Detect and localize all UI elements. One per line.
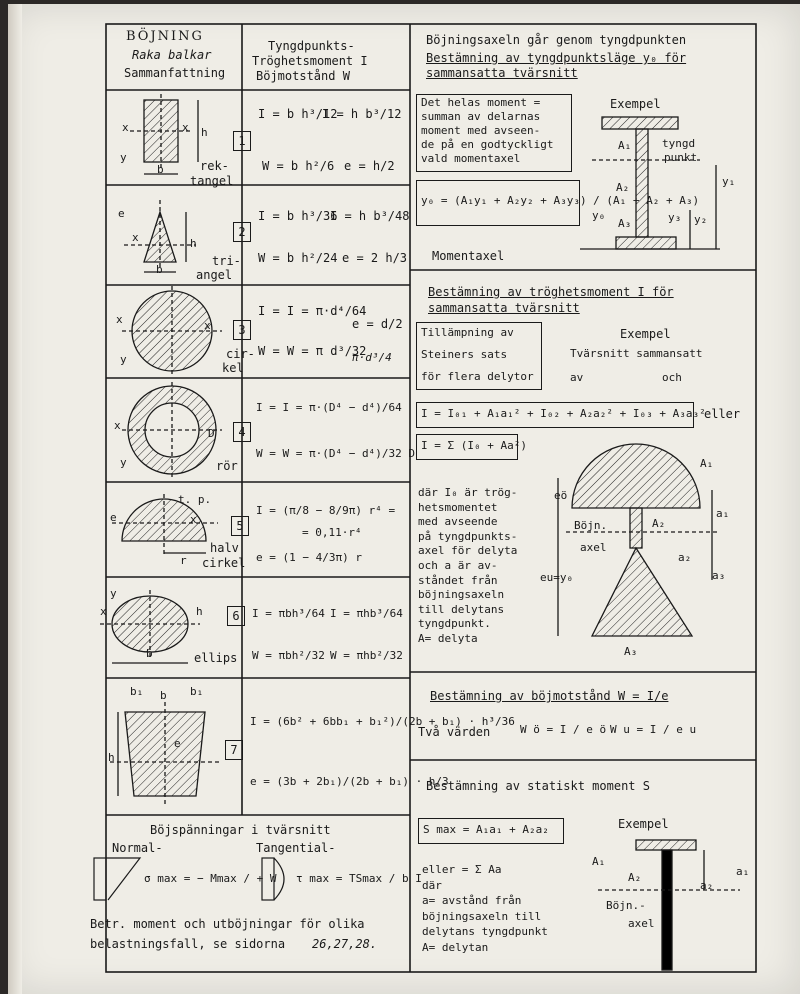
row7-number: 7 [225,740,243,760]
row4-label: rör [216,459,238,473]
row5-x-label: x [190,513,197,526]
header-sub1: Raka balkar [132,48,212,62]
row1-h-label: h [201,126,208,139]
s4-text-3: a= avstånd från [422,894,522,908]
row1-b-label: b [157,163,164,176]
s1-box-line-3: moment med avseen- [421,124,541,137]
row2-label-b: angel [196,268,233,282]
row1-formula-w: W = b h²/6 [262,159,335,173]
s2-text-3: med avseende [418,515,498,529]
row5-label-a: halv [210,541,239,555]
s4-bojn: Böjn.- [606,899,646,912]
s2-bojn: Böjn. [574,519,608,532]
row2-label-a: tri- [212,254,241,268]
row6-x-label: x [100,605,107,618]
s4-a2-dist: a₂ [700,879,714,892]
s3-tva-varden: Två värden [418,725,491,739]
s1-example-label: Exempel [610,97,661,111]
s2-av: av [570,371,584,384]
s2-text-7: ståndet från [418,573,498,587]
row3-y-label: y [120,353,127,366]
row7-h-label: h [108,751,115,764]
s4-example-label: Exempel [618,817,669,831]
s1-box-line-4: de på en godtyckligt [421,138,554,151]
stress-note-1: Betr. moment och utböjningar för olika [90,917,365,931]
row1-y-label: y [120,151,127,164]
row1-formula-iy: I = h b³/12 [322,107,402,121]
s4-a2-label: A₂ [628,871,642,884]
s2-a1-dist: a₁ [716,507,730,520]
s2-box-line-1: Tillämpning av [421,326,514,339]
s1-yo-label: y₀ [592,209,606,222]
s1-box-line-5: vald momentaxel [421,152,521,165]
row7-e-label: e [174,737,181,750]
s1-y1-label: y₁ [722,175,736,188]
s1-a2-label: A₂ [616,181,630,194]
s4-a1-label: A₁ [592,855,606,868]
row7-b1-left: b₁ [130,685,144,698]
stress-tau-formula: τ max = TSmax / b I [296,872,422,885]
s2-eo-label: eö [554,489,568,502]
s2-formula2-box [416,434,527,460]
s2-text-9: till delytans [418,602,505,616]
row6-h-label: h [196,605,203,618]
row6-b-label: b [146,647,153,660]
stress-pages: 26,27,28. [312,937,378,951]
col2-header-l1: Tyngdpunkts- [268,39,355,53]
s2-title-2: sammansatta tvärsnitt [428,301,580,315]
row5-formula-e: e = (1 − 4/3π) r [256,551,362,564]
row1-label-a: rek- [200,159,229,173]
row4-formula-i: I = I = π·(D⁴ − d⁴)/64 [256,401,402,414]
s3-title: Bestämning av böjmotstånd W = I/e [430,689,669,703]
row1-x-label: x [122,121,129,134]
row6-label: ellips [194,651,238,665]
row2-formula-ix: I = b h³/36 [258,209,338,223]
row3-note: π·d³/4 [352,351,392,364]
s2-title-1: Bestämning av tröghetsmoment I för [428,285,674,299]
s4-a1-dist: a₁ [736,865,750,878]
s2-a2-label: A₂ [652,517,666,530]
col2-header-l2: Tröghetsmoment I [252,54,368,68]
s2-text-2: hetsmomentet [418,500,498,514]
row1-x2-label: x [182,121,189,134]
s2-formula1-box [416,402,706,428]
row4-number: 4 [233,422,251,442]
row3-label-a: cir- [226,347,255,361]
stress-note-2: belastningsfall, se sidorna [90,937,286,951]
s4-title: Bestämning av statiskt moment S [426,779,650,793]
row4-formula-w: W = W = π·(D⁴ − d⁴)/32 D [256,447,415,460]
row6-formula-wy: W = πhb²/32 [330,649,403,662]
row1-formula-ix: I = b h³/12 [258,107,338,121]
s2-a3-dist: a₃ [712,569,726,582]
row6-number: 6 [227,606,245,626]
row2-x-label: x [132,231,139,244]
s1-intro: Böjningsaxeln går genom tyngdpunkten [426,33,687,47]
row2-h-label: h [190,237,197,250]
header-sub2: Sammanfattning [124,66,226,80]
s1-title-2: sammansatta tvärsnitt [426,66,578,80]
row3-number: 3 [233,320,251,340]
s2-explanation [418,486,517,647]
s1-box [416,94,572,172]
s1-momentaxel: Momentaxel [432,249,505,263]
s1-y3-label: y₃ [668,211,682,224]
stress-tangential: Tangential- [256,841,336,855]
s2-a1-label: A₁ [700,457,714,470]
row4-y-label: y [120,456,127,469]
row2-formula-w: W = b h²/24 [258,251,338,265]
s2-text-4: på tyngdpunkts- [418,529,518,543]
row3-label-b: kel [222,361,244,375]
s2-formula1: I = I₀₁ + A₁a₁² + I₀₂ + A₂a₂² + I₀₃ + A₃a₃² [421,407,706,420]
row2-formula-e: e = 2 h/3 [342,251,408,265]
row3-x-label: x [116,313,123,326]
row1-formula-e: e = h/2 [344,159,395,173]
row2-number: 2 [233,222,251,242]
s1-a1-label: A₁ [618,139,632,152]
row4-x-label: x [114,419,121,432]
s4-formula-box [418,818,564,844]
row3-formula-e: e = d/2 [352,317,403,331]
row1-number: 1 [233,131,251,151]
s1-formula-box [416,180,700,226]
row5-r-label: r [180,554,187,567]
row5-label-b: cirkel [202,556,246,570]
row7-b-label: b [160,689,167,702]
row2-e-label: e [118,207,125,220]
s2-box-line-3: för flera delytor [421,370,534,383]
s1-a3-label: A₃ [618,217,632,230]
col2-header-l3: Böjmotstånd W [256,69,350,83]
s4-text-1: eller = Σ Aa [422,863,502,876]
s4-text-6: A= delytan [422,940,489,954]
row4-D-label: D [208,427,215,440]
s2-text-1: där I₀ är trög- [418,486,518,499]
s2-eller: eller [704,407,741,421]
s4-axel: axel [628,917,655,930]
row3-x2-label: x [204,319,211,332]
row6-formula-ix: I = πbh³/64 [252,607,325,620]
s2-text-6: och a är av- [418,558,498,572]
s2-box-line-2: Steiners sats [421,348,508,361]
s4-explanation [422,862,548,956]
s2-a3-label: A₃ [624,645,638,658]
s2-text-8: böjningsaxeln [418,588,505,602]
s1-box-line-1: Det helas moment = [421,96,541,109]
row3-formula-i: I = I = π·d⁴/64 [258,304,367,318]
row2-formula-iy: I = h b³/48 [330,209,410,223]
s1-box-line-2: summan av delarnas [421,110,541,123]
row7-formula-e: e = (3b + 2b₁)/(2b + b₁) · h/3 [250,775,449,788]
row6-formula-wx: W = πbh²/32 [252,649,325,662]
s2-axel: axel [580,541,607,554]
row5-formula-i: I = (π/8 − 8/9π) r⁴ = [256,504,396,517]
s2-formula2: I = Σ (I₀ + Aa²) [421,439,527,452]
row1-label-b: tangel [190,174,234,188]
row6-formula-iy: I = πhb³/64 [330,607,403,620]
s2-tvarsnitt: Tvärsnitt sammansatt [570,347,703,360]
row7-formula-i: I = (6b² + 6bb₁ + b₁²)/(2b + b₁) · h³/36 [250,715,515,728]
t-section-flange [602,117,678,129]
s4-text-4: böjningsaxeln till [422,909,542,923]
s1-punkt: punkt [664,151,698,164]
s2-text-11: A= delyta [418,631,478,645]
row5-formula-i2: = 0,11·r⁴ [302,526,362,539]
s4-formula: S max = A₁a₁ + A₂a₂ [423,823,549,836]
s2-a2-dist: a₂ [678,551,692,564]
row5-e-label: e [110,511,117,524]
stress-normal: Normal- [112,841,163,855]
s1-tyngd: tyngd [662,137,696,150]
s1-formula: y₀ = (A₁y₁ + A₂y₂ + A₃y₃) / (A₁ + A₂ + A₃) [421,194,700,207]
row5-tp-label: t. p. [178,493,212,506]
s1-y2-label: y₂ [694,213,708,226]
row5-number: 5 [231,516,249,536]
row2-b-label: b [156,263,163,276]
s4-text-2: där [422,878,442,892]
s2-och: och [662,371,682,384]
s2-eu-label: eu=y₀ [540,571,574,584]
stress-sigma-formula: σ max = − Mmax / + W [144,872,277,885]
s4-text-5: delytans tyngdpunkt [422,925,548,939]
header-title: BÖJNING [126,29,204,44]
s3-w-upper: W ö = I / e ö [520,723,607,736]
s2-text-5: axel för delyta [418,544,518,558]
s2-example-label: Exempel [620,327,671,341]
row3-formula-w: W = W = π d³/32 [258,344,367,358]
s1-title-1: Bestämning av tyngdpunktsläge y₀ för [426,51,687,65]
s2-text-10: tyngdpunkt. [418,617,491,631]
row6-y-label: y [110,587,117,600]
composite-half-circle [572,444,700,508]
stress-title: Böjspänningar i tvärsnitt [150,823,331,837]
row7-b1-right: b₁ [190,685,204,698]
composite-triangle [592,548,692,636]
s3-w-lower: W u = I / e u [610,723,697,736]
s2-box [416,322,542,390]
